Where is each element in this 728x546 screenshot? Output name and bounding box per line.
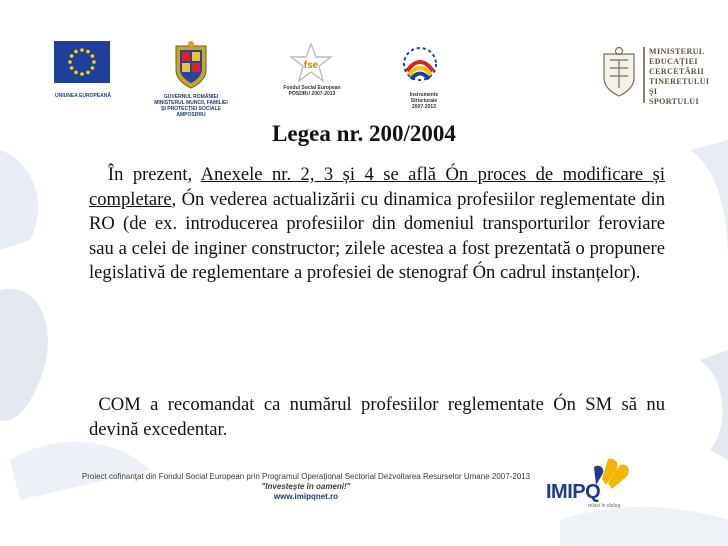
- ro-caption-line: MINISTERUL MUNCII, FAMILIEI: [154, 100, 228, 106]
- fse-star-logo-icon: [288, 42, 334, 84]
- footer-slogan: "Investeşte în oameni!": [261, 482, 351, 491]
- ministry-label: [643, 47, 710, 106]
- fse-caption-line: Fondul Social European: [283, 85, 341, 91]
- imipo-wordmark: IMIPQ: [546, 481, 601, 503]
- is-caption-line: 2007-2013: [412, 104, 436, 110]
- fse-caption: [272, 85, 352, 97]
- slide-title: Legea nr. 200/2004: [272, 121, 456, 146]
- ro-caption-line: GUVERNUL ROMÂNIEI: [163, 94, 219, 100]
- paragraph-1-rest: , Ón vederea actualizării cu dinamica profesiilor reglementate din RO (de ex. introducerea profesiilor din domeniul transporturilor feroviare sau a celei de inginer constructor; zilele acestea a fost prezentată o propunere legislativă de reglementare a profesiei de stenograf Ón cadrul instanțelor).: [89, 188, 665, 283]
- ministry-line: EDUCAŢIEI: [649, 57, 698, 66]
- is-caption: [400, 92, 448, 110]
- footer-funding-note: [66, 472, 546, 502]
- ministry-line: CERCETĂRII: [649, 67, 705, 76]
- romania-coat-of-arms-icon: [172, 40, 210, 90]
- footer-line: Proiect cofinanţat din Fondul Social European prin Programul Operaţional Sectorial Dezvoltarea Resurselor Umane 2007-2013: [81, 472, 531, 481]
- paragraph-2: COM a recomandat ca numărul profesiilor reglementate Ón SM să nu devină excedentar.: [89, 394, 670, 440]
- eu-flag-icon: [54, 41, 110, 83]
- structural-instruments-logo-icon: [397, 41, 443, 87]
- footer-url[interactable]: www.imipqnet.ro: [273, 492, 339, 501]
- fse-caption-line: POSDRU 2007-2013: [288, 91, 336, 97]
- ro-caption: [150, 94, 232, 118]
- eu-caption: UNIUNEA EUROPEANĂ: [55, 93, 111, 99]
- ministry-line: TINERETULUI: [649, 77, 710, 86]
- imipo-tagline: relaxi în dialog: [588, 503, 621, 509]
- ministry-line: ŞI SPORTULUI: [649, 87, 699, 106]
- fse-mark: fse: [303, 60, 319, 71]
- ro-caption-line: AMPOSDRU: [176, 112, 206, 118]
- paragraph-1-lead: În prezent,: [89, 164, 201, 185]
- ministry-line: MINISTERUL: [649, 47, 705, 56]
- ro-caption-line: ŞI PROTECŢIEI SOCIALE: [161, 106, 221, 112]
- paragraph-1: [89, 163, 665, 286]
- is-caption-line: Instrumente Structurale: [409, 92, 439, 104]
- annexes-link-text: Anexele nr. 2, 3 și 4 se află Ón proces de modificare și completare: [89, 164, 665, 210]
- ministry-crest-icon: [598, 46, 640, 98]
